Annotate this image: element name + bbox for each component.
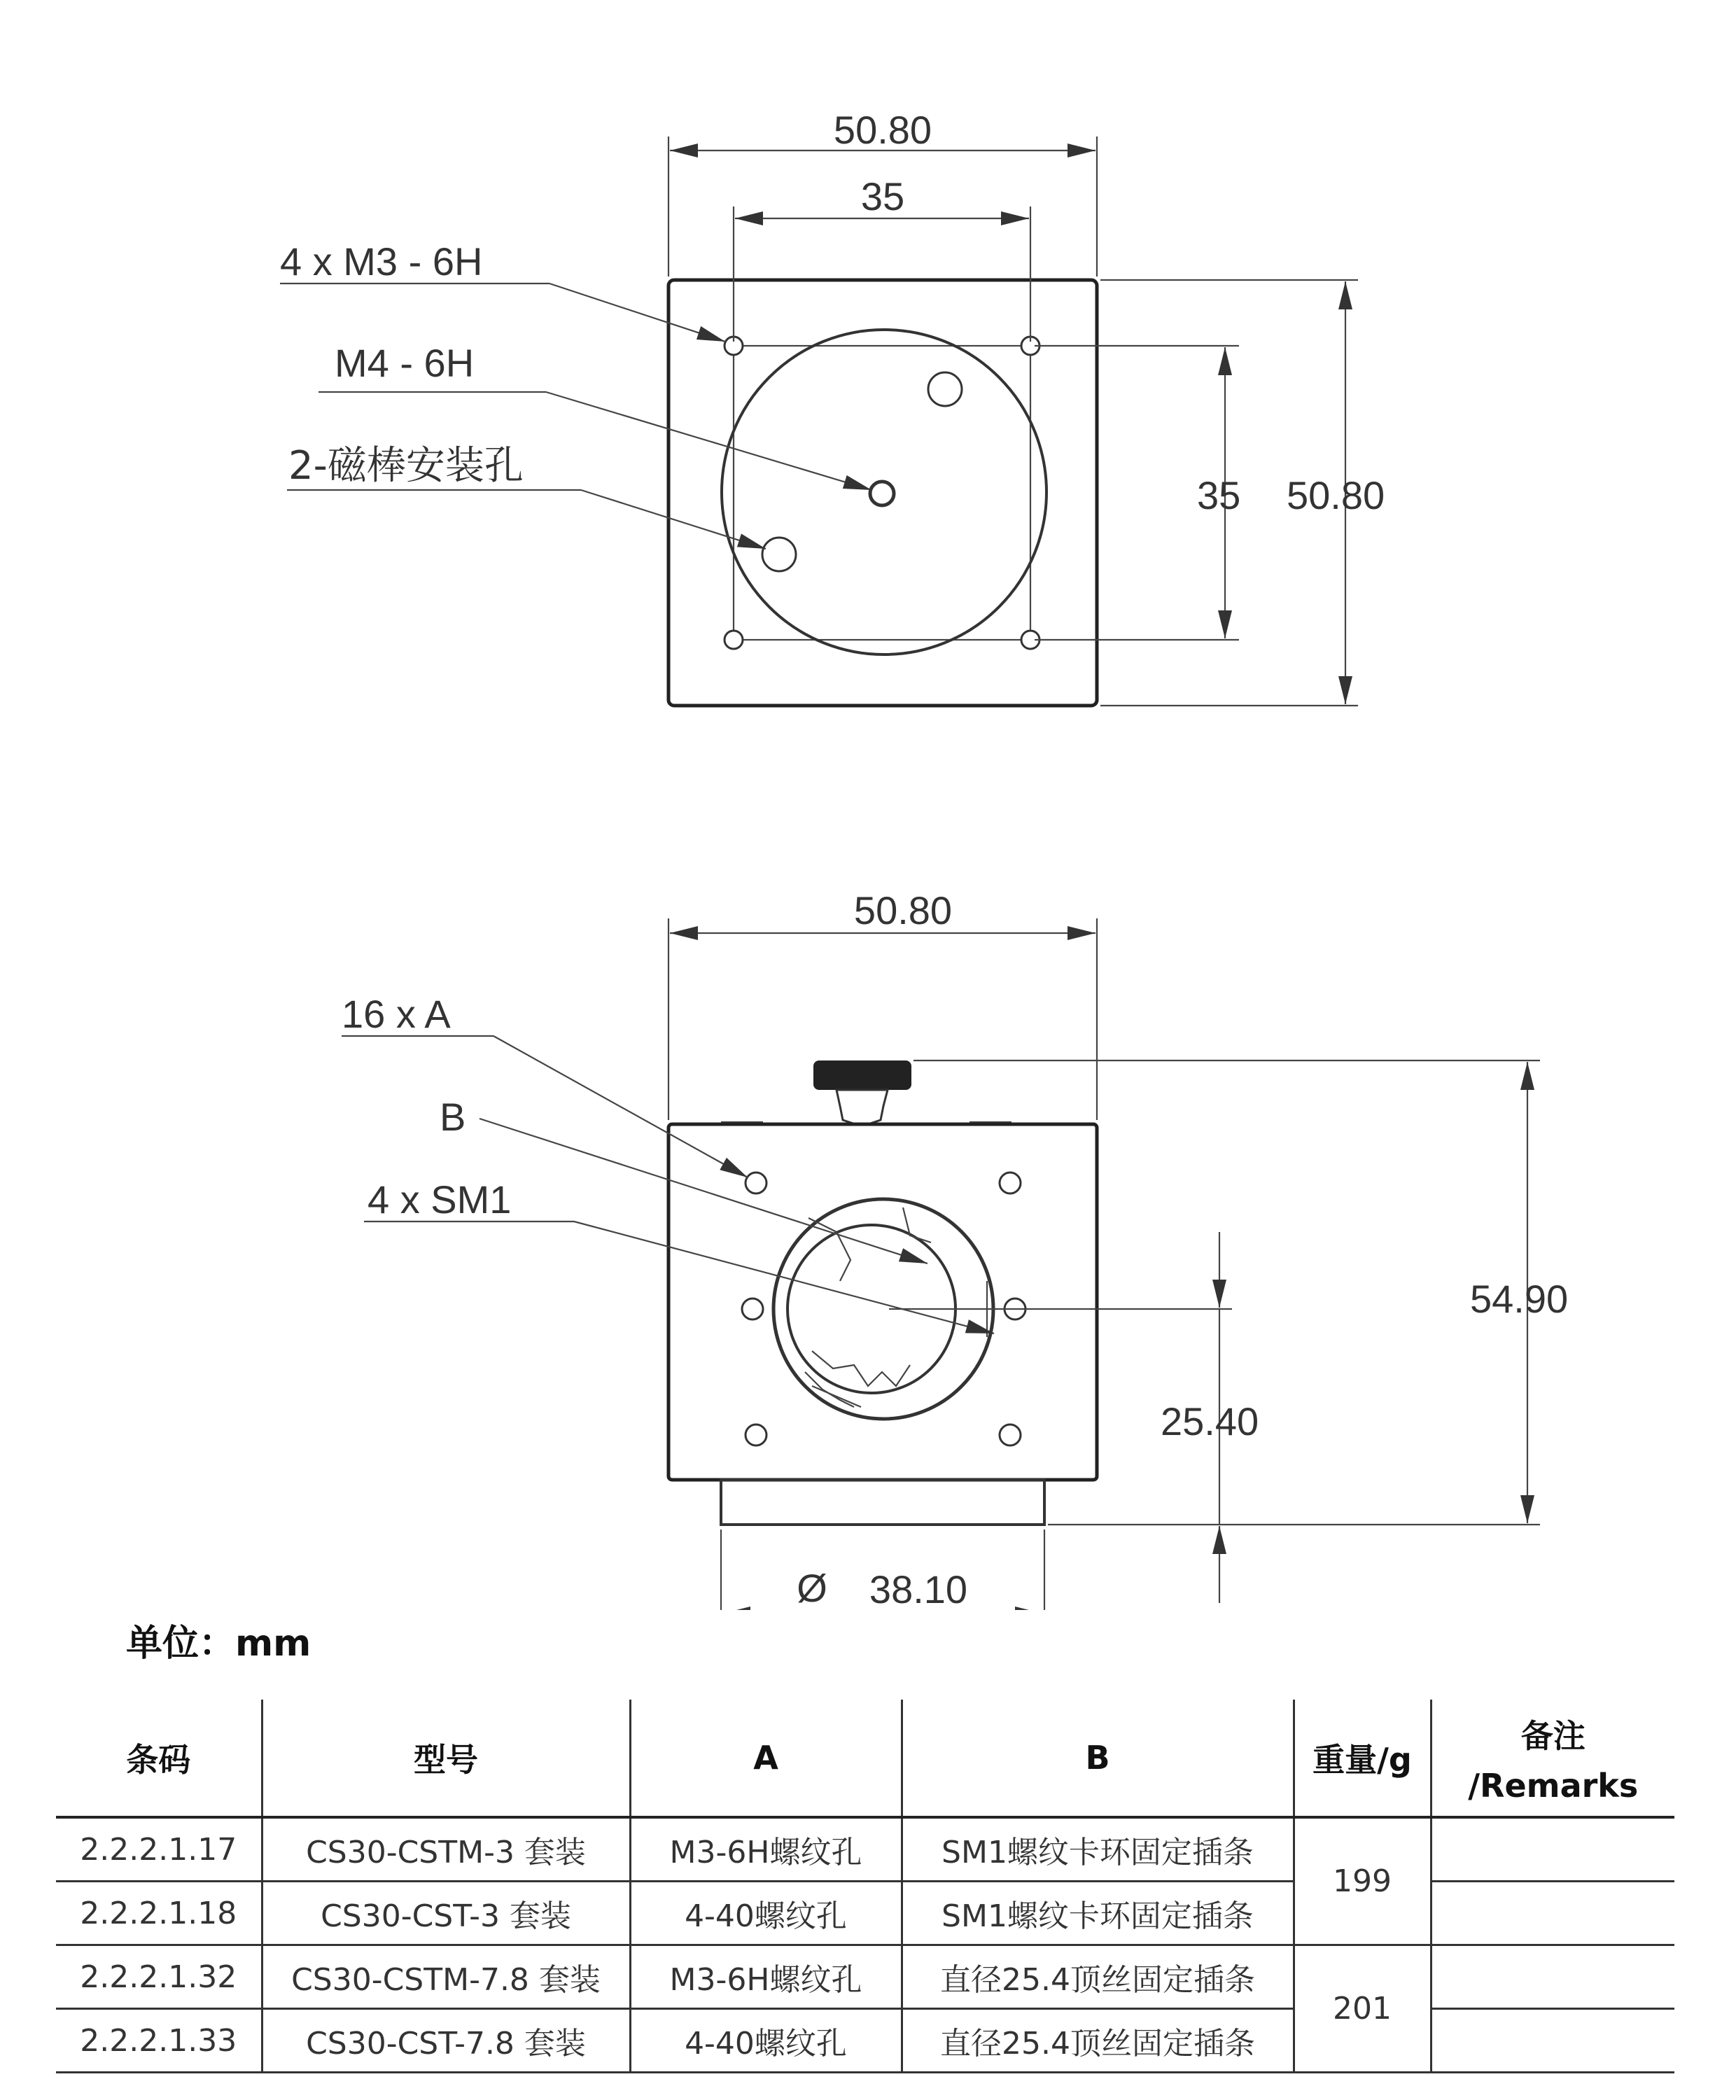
dim-center-height: 25.40 — [1161, 1399, 1259, 1443]
thumb-screw-knob — [813, 1060, 911, 1090]
threaded-hole — [724, 631, 743, 649]
label-magnet-holes: 2-磁棒安装孔 — [288, 443, 524, 489]
leader-line — [493, 1036, 748, 1177]
header-b: B — [902, 1700, 1294, 1817]
label-a: 16 x A — [342, 992, 451, 1036]
front-view-body — [668, 1124, 1097, 1480]
cell-code: 2.2.2.1.33 — [56, 2009, 262, 2073]
header-code: 条码 — [56, 1700, 262, 1817]
header-remarks — [1431, 1700, 1674, 1817]
cell-remarks — [1431, 1882, 1674, 1945]
cell-b: 直径25.4顶丝固定插条 — [902, 2009, 1294, 2073]
bottom-flange — [721, 1480, 1044, 1525]
cell-model: CS30-CST-7.8 套装 — [262, 2009, 630, 2073]
cell-b: SM1螺纹卡环固定插条 — [902, 1817, 1294, 1882]
cell-b: SM1螺纹卡环固定插条 — [902, 1882, 1294, 1945]
dim-height: 54.90 — [1470, 1277, 1569, 1321]
header-weight: 重量/g — [1294, 1700, 1431, 1817]
header-remarks-label: 备注 — [1520, 1717, 1586, 1755]
table-row — [56, 1945, 1674, 2009]
table-row — [56, 2009, 1674, 2073]
dim-width-inner: 35 — [860, 174, 905, 218]
front-view — [342, 888, 1568, 1610]
center-hole — [870, 482, 894, 505]
cell-weight: 199 — [1294, 1817, 1431, 1945]
dim-height-inner: 35 — [1197, 473, 1241, 517]
header-remarks-sub: /Remarks — [1468, 1767, 1639, 1805]
table-header-row — [56, 1700, 1674, 1817]
cell-a: M3-6H螺纹孔 — [630, 1945, 902, 2009]
header-model: 型号 — [262, 1700, 630, 1817]
dim-height-outer: 50.80 — [1287, 473, 1385, 517]
cell-a: M3-6H螺纹孔 — [630, 1817, 902, 1882]
cell-model: CS30-CST-3 套装 — [262, 1882, 630, 1945]
dim-width-outer: 50.80 — [833, 108, 932, 152]
diameter-symbol: Ø — [797, 1566, 827, 1610]
table-row — [56, 1817, 1674, 1882]
cell-b: 直径25.4顶丝固定插条 — [902, 1945, 1294, 2009]
label-b: B — [440, 1095, 466, 1139]
cell-code: 2.2.2.1.18 — [56, 1882, 262, 1945]
magnet-hole — [762, 538, 796, 571]
cell-model: CS30-CSTM-7.8 套装 — [262, 1945, 630, 2009]
cell-remarks — [1431, 2009, 1674, 2073]
spec-table — [56, 1700, 1674, 2073]
magnet-hole — [928, 372, 962, 406]
top-view — [280, 108, 1385, 706]
cell-a: 4-40螺纹孔 — [630, 2009, 902, 2073]
label-sm1: 4 x SM1 — [368, 1177, 512, 1222]
cell-remarks — [1431, 1945, 1674, 2009]
cell-weight: 201 — [1294, 1945, 1431, 2073]
mounting-hole — [746, 1424, 766, 1446]
dim-diameter: 38.10 — [869, 1567, 968, 1610]
label-threaded-holes: 4 x M3 - 6H — [280, 239, 483, 284]
cell-remarks — [1431, 1817, 1674, 1882]
unit-label: 单位：mm — [126, 1623, 312, 1665]
cell-model: CS30-CSTM-3 套装 — [262, 1817, 630, 1882]
cell-code: 2.2.2.1.32 — [56, 1945, 262, 2009]
cell-code: 2.2.2.1.17 — [56, 1817, 262, 1882]
label-center-hole: M4 - 6H — [335, 341, 475, 385]
mounting-hole — [1000, 1172, 1021, 1194]
dim-width: 50.80 — [853, 888, 953, 932]
thumb-screw-neck — [836, 1090, 888, 1124]
mounting-hole — [1000, 1424, 1021, 1446]
side-hole — [742, 1298, 763, 1320]
cell-a: 4-40螺纹孔 — [630, 1882, 902, 1945]
table-row — [56, 1882, 1674, 1945]
mounting-hole — [746, 1172, 766, 1194]
header-a: A — [630, 1700, 902, 1817]
